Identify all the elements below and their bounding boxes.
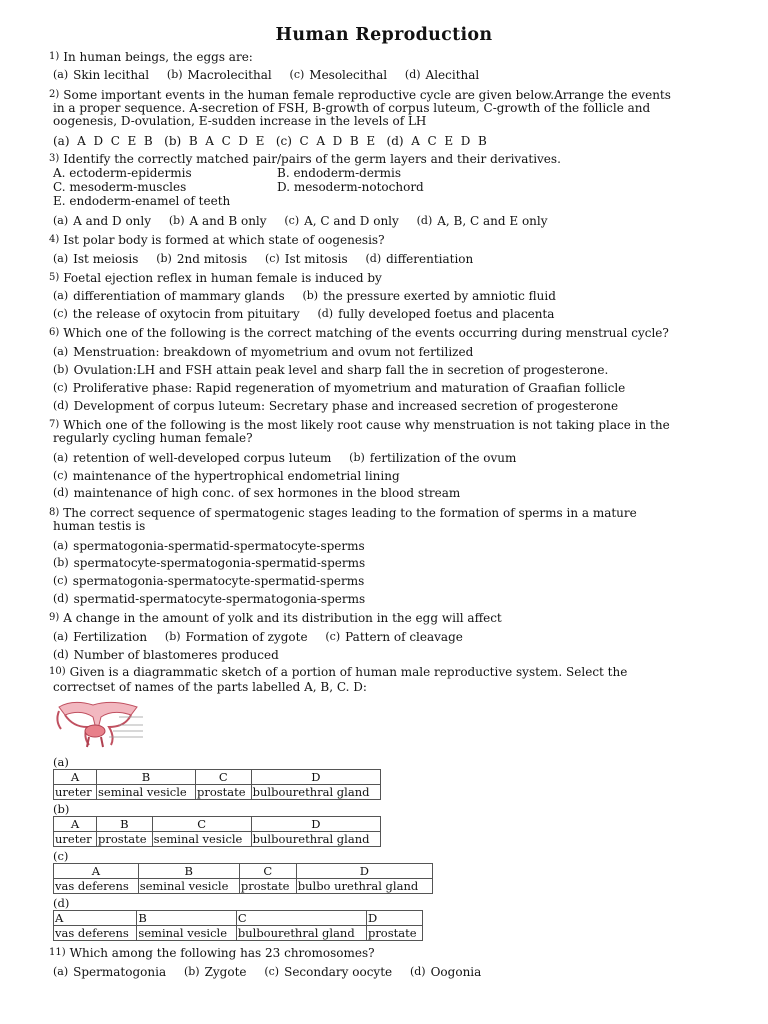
question-3-item-c: C. mesoderm-muscles bbox=[53, 180, 187, 194]
question-8-option-c: (c) spermatogonia-spermatocyte-spermatid-sperms bbox=[53, 574, 365, 588]
table-cell: bulbourethral gland bbox=[251, 785, 380, 800]
question-2-options: (a) A D C E B (b) B A C D E (c) C A D B E (d) A C E D B bbox=[53, 134, 487, 148]
table-cell: seminal vesicle bbox=[137, 926, 237, 941]
table-cell: ureter bbox=[54, 785, 97, 800]
male-reproductive-diagram bbox=[53, 697, 145, 749]
question-7-options-ab: (a) retention of well-developed corpus luteum (b) fertilization of the ovum bbox=[53, 451, 517, 465]
table-a-label: (a) bbox=[53, 755, 69, 769]
table-cell: C bbox=[152, 817, 251, 832]
table-cell: bulbourethral gland bbox=[251, 832, 380, 847]
table-d-label: (d) bbox=[53, 896, 70, 910]
table-cell: C bbox=[236, 911, 366, 926]
table-option-d bbox=[53, 910, 423, 941]
table-cell: C bbox=[239, 864, 296, 879]
table-cell: prostate bbox=[97, 832, 153, 847]
question-11: 11) Which among the following has 23 chromosomes? bbox=[49, 946, 375, 960]
question-9-option-d: (d) Number of blastomeres produced bbox=[53, 648, 279, 662]
question-4: 4) Ist polar body is formed at which state of oogenesis? bbox=[49, 233, 385, 247]
question-11-options: (a) Spermatogonia (b) Zygote (c) Secondary oocyte (d) Oogonia bbox=[53, 965, 482, 979]
table-cell: D bbox=[251, 817, 380, 832]
table-cell: B bbox=[138, 864, 239, 879]
question-7-option-c: (c) maintenance of the hypertrophical endometrial lining bbox=[53, 469, 400, 483]
table-cell: ureter bbox=[54, 832, 97, 847]
table-cell: A bbox=[54, 911, 137, 926]
question-7-option-d: (d) maintenance of high conc. of sex hormones in the blood stream bbox=[53, 486, 461, 500]
table-cell: C bbox=[195, 770, 251, 785]
page-title: Human Reproduction bbox=[275, 25, 493, 45]
table-cell: D bbox=[366, 911, 422, 926]
question-8-line: human testis is bbox=[53, 519, 146, 533]
table-cell: seminal vesicle bbox=[152, 832, 251, 847]
question-8-option-b: (b) spermatocyte-spermatogonia-spermatid-sperms bbox=[53, 556, 366, 570]
question-1-options: (a) Skin lecithal (b) Macrolecithal (c) Mesolecithal (d) Alecithal bbox=[53, 68, 480, 82]
table-cell: D bbox=[251, 770, 380, 785]
table-b-label: (b) bbox=[53, 802, 70, 816]
question-6-option-b: (b) Ovulation:LH and FSH attain peak level and sharp fall the in secretion of progesterone. bbox=[53, 363, 609, 377]
question-8-option-d: (d) spermatid-spermatocyte-spermatogonia-sperms bbox=[53, 592, 366, 606]
question-6-option-d: (d) Development of corpus luteum: Secretary phase and increased secretion of progesterone bbox=[53, 399, 619, 413]
question-3-item-e: E. endoderm-enamel of teeth bbox=[53, 194, 231, 208]
question-10-line: correctset of names of the parts labelled A, B, C. D: bbox=[53, 680, 367, 694]
question-6-option-a: (a) Menstruation: breakdown of myometrium and ovum not fertilized bbox=[53, 345, 474, 359]
question-9-options-abc: (a) Fertilization (b) Formation of zygote (c) Pattern of cleavage bbox=[53, 630, 463, 644]
table-cell: A bbox=[54, 770, 97, 785]
question-3: 3) Identify the correctly matched pair/pairs of the germ layers and their derivatives. bbox=[49, 152, 561, 166]
question-9: 9) A change in the amount of yolk and its distribution in the egg will affect bbox=[49, 611, 502, 625]
table-cell: prostate bbox=[195, 785, 251, 800]
table-cell: seminal vesicle bbox=[97, 785, 196, 800]
table-cell: B bbox=[97, 817, 153, 832]
table-cell: D bbox=[296, 864, 432, 879]
table-cell: prostate bbox=[239, 879, 296, 894]
question-2-line: oogenesis, D-ovulation, E-sudden increase in the levels of LH bbox=[53, 114, 427, 128]
question-10: 10) Given is a diagrammatic sketch of a portion of human male reproductive system. Select the bbox=[49, 665, 628, 679]
question-8: 8) The correct sequence of spermatogenic stages leading to the formation of sperms in a mature bbox=[49, 506, 637, 520]
question-7-line: regularly cycling human female? bbox=[53, 431, 253, 445]
question-3-options: (a) A and D only (b) A and B only (c) A, C and D only (d) A, B, C and E only bbox=[53, 214, 548, 228]
question-4-options: (a) Ist meiosis (b) 2nd mitosis (c) Ist mitosis (d) differentiation bbox=[53, 252, 474, 266]
table-cell: B bbox=[97, 770, 196, 785]
table-cell: bulbo urethral gland bbox=[296, 879, 432, 894]
table-cell: B bbox=[137, 911, 237, 926]
table-cell: A bbox=[54, 864, 139, 879]
question-5-options-ab: (a) differentiation of mammary glands (b) the pressure exerted by amniotic fluid bbox=[53, 289, 556, 303]
question-2-line: in a proper sequence. A-secretion of FSH, B-growth of corpus luteum, C-growth of the follicle and bbox=[53, 101, 651, 115]
table-cell: prostate bbox=[366, 926, 422, 941]
question-3-item-a: A. ectoderm-epidermis bbox=[53, 166, 192, 180]
question-5-options-cd: (c) the release of oxytocin from pituitary (d) fully developed foetus and placenta bbox=[53, 307, 555, 321]
question-3-item-d: D. mesoderm-notochord bbox=[277, 180, 424, 194]
question-6: 6) Which one of the following is the correct matching of the events occurring during menstrual cycle? bbox=[49, 326, 669, 340]
table-cell: vas deferens bbox=[54, 926, 137, 941]
table-c-label: (c) bbox=[53, 849, 69, 863]
question-1: 1) In human beings, the eggs are: bbox=[49, 50, 253, 64]
question-2: 2) Some important events in the human female reproductive cycle are given below.Arrange the events bbox=[49, 88, 671, 102]
table-option-a bbox=[53, 769, 381, 800]
table-cell: vas deferens bbox=[54, 879, 139, 894]
table-cell: A bbox=[54, 817, 97, 832]
question-7: 7) Which one of the following is the most likely root cause why menstruation is not taking place in the bbox=[49, 418, 670, 432]
table-cell: seminal vesicle bbox=[138, 879, 239, 894]
question-8-option-a: (a) spermatogonia-spermatid-spermatocyte-sperms bbox=[53, 539, 365, 553]
table-option-b bbox=[53, 816, 381, 847]
table-cell: bulbourethral gland bbox=[236, 926, 366, 941]
question-3-item-b: B. endoderm-dermis bbox=[277, 166, 402, 180]
table-option-c bbox=[53, 863, 433, 894]
question-5: 5) Foetal ejection reflex in human female is induced by bbox=[49, 271, 382, 285]
question-6-option-c: (c) Proliferative phase: Rapid regeneration of myometrium and maturation of Graafian follicle bbox=[53, 381, 626, 395]
